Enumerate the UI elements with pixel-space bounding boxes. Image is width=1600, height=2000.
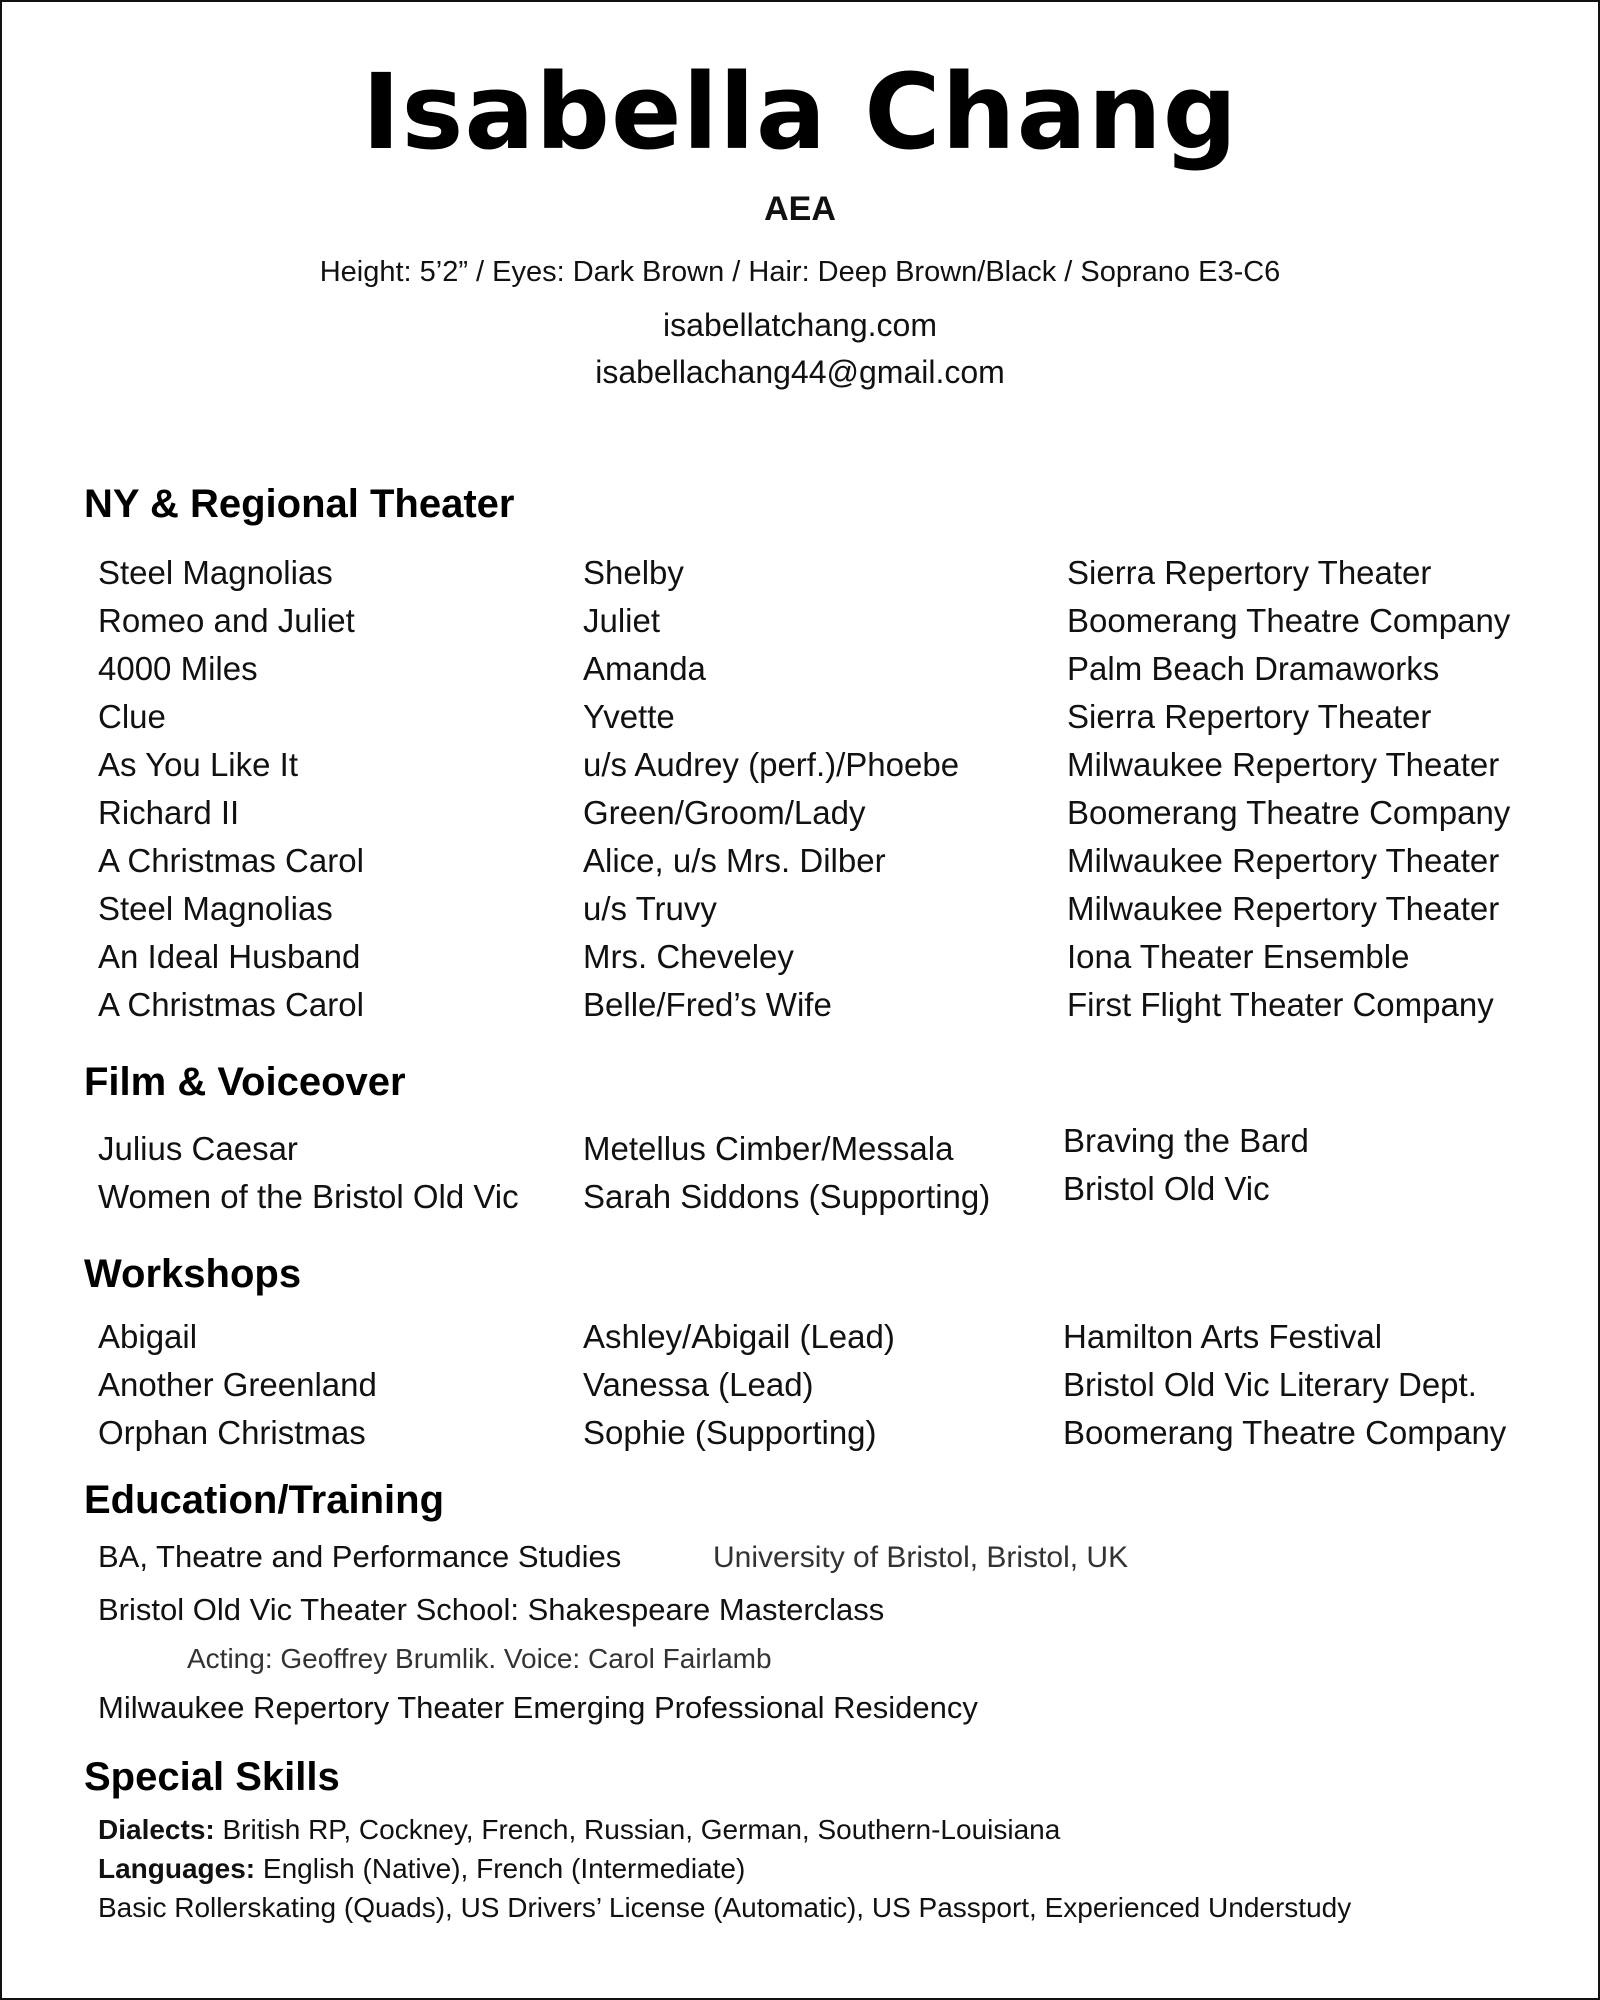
credit-role: Ashley/Abigail (Lead) bbox=[583, 1318, 895, 1355]
credit-company: Boomerang Theatre Company bbox=[1067, 794, 1511, 831]
credit-role: Shelby bbox=[583, 554, 684, 591]
credit-show: A Christmas Carol bbox=[98, 986, 364, 1023]
credit-role: u/s Audrey (perf.)/Phoebe bbox=[583, 746, 960, 783]
credit-show: Orphan Christmas bbox=[98, 1414, 366, 1451]
credit-company: Hamilton Arts Festival bbox=[1063, 1318, 1383, 1355]
credit-show: Steel Magnolias bbox=[98, 890, 333, 927]
union-affiliation: AEA bbox=[764, 190, 836, 228]
credit-show: Women of the Bristol Old Vic bbox=[98, 1178, 519, 1215]
credit-role: Green/Groom/Lady bbox=[583, 794, 866, 831]
credit-role: Alice, u/s Mrs. Dilber bbox=[583, 842, 886, 879]
credit-show: Richard II bbox=[98, 794, 240, 831]
credit-show: An Ideal Husband bbox=[98, 938, 361, 975]
skills-dialects bbox=[98, 1813, 1060, 1847]
credit-show: Abigail bbox=[98, 1318, 198, 1355]
table-row bbox=[2, 549, 1598, 597]
section-title-workshops: Workshops bbox=[84, 1252, 302, 1296]
credit-company: Sierra Repertory Theater bbox=[1067, 698, 1432, 735]
credit-company: Milwaukee Repertory Theater bbox=[1067, 890, 1500, 927]
credit-role: Amanda bbox=[583, 650, 706, 687]
table-row bbox=[2, 837, 1598, 885]
credit-role: Mrs. Cheveley bbox=[583, 938, 794, 975]
education-masterclass: Bristol Old Vic Theater School: Shakespeare Masterclass bbox=[98, 1592, 885, 1627]
section-title-theater: NY & Regional Theater bbox=[84, 482, 515, 526]
credit-company: Palm Beach Dramaworks bbox=[1067, 650, 1440, 687]
table-row bbox=[2, 1361, 1598, 1409]
table-row bbox=[2, 1313, 1598, 1361]
skills-other: Basic Rollerskating (Quads), US Drivers’ License (Automatic), US Passport, Experienced Understudy bbox=[98, 1892, 1352, 1923]
actor-name: Isabella Chang bbox=[361, 51, 1239, 173]
table-row bbox=[2, 1170, 1598, 1221]
credit-company: Boomerang Theatre Company bbox=[1067, 602, 1511, 639]
section-title-education: Education/Training bbox=[84, 1478, 445, 1522]
languages-label: Languages: bbox=[98, 1853, 256, 1884]
credit-role: Sophie (Supporting) bbox=[583, 1414, 877, 1451]
credit-role: Juliet bbox=[583, 602, 661, 639]
education-residency: Milwaukee Repertory Theater Emerging Professional Residency bbox=[98, 1690, 978, 1725]
table-row bbox=[2, 933, 1598, 981]
credit-role: u/s Truvy bbox=[583, 890, 717, 927]
credit-role: Yvette bbox=[583, 698, 675, 735]
credit-company: Bristol Old Vic bbox=[1063, 1170, 1270, 1207]
section-title-film: Film & Voiceover bbox=[84, 1060, 406, 1104]
website-link[interactable]: isabellatchang.com bbox=[663, 307, 937, 343]
credit-show: Another Greenland bbox=[98, 1366, 377, 1403]
credit-show: Julius Caesar bbox=[98, 1130, 298, 1167]
credit-show: As You Like It bbox=[98, 746, 298, 783]
credit-show: Steel Magnolias bbox=[98, 554, 333, 591]
credit-company: Braving the Bard bbox=[1063, 1122, 1309, 1159]
credit-show: Clue bbox=[98, 698, 166, 735]
credit-role: Vanessa (Lead) bbox=[583, 1366, 814, 1403]
email-link[interactable]: isabellachang44@gmail.com bbox=[595, 354, 1005, 390]
table-row bbox=[2, 645, 1598, 693]
table-row bbox=[2, 597, 1598, 645]
skills-languages bbox=[98, 1852, 745, 1886]
languages-value: English (Native), French (Intermediate) bbox=[262, 1853, 746, 1884]
table-row bbox=[2, 789, 1598, 837]
table-row bbox=[2, 1122, 1598, 1173]
physical-stats: Height: 5’2” / Eyes: Dark Brown / Hair: Deep Brown/Black / Soprano E3-C6 bbox=[319, 256, 1281, 288]
credit-company: Milwaukee Repertory Theater bbox=[1067, 842, 1500, 879]
table-row bbox=[2, 693, 1598, 741]
dialects-value: British RP, Cockney, French, Russian, German, Southern-Louisiana bbox=[222, 1814, 1061, 1845]
credit-role: Belle/Fred’s Wife bbox=[583, 986, 832, 1023]
credit-show: 4000 Miles bbox=[98, 650, 258, 687]
credit-company: First Flight Theater Company bbox=[1067, 986, 1494, 1023]
credit-company: Milwaukee Repertory Theater bbox=[1067, 746, 1500, 783]
education-teachers: Acting: Geoffrey Brumlik. Voice: Carol Fairlamb bbox=[187, 1643, 772, 1674]
table-row bbox=[2, 1409, 1598, 1457]
credit-company: Iona Theater Ensemble bbox=[1067, 938, 1410, 975]
credit-role: Metellus Cimber/Messala bbox=[583, 1130, 954, 1167]
credit-company: Sierra Repertory Theater bbox=[1067, 554, 1432, 591]
education-school: University of Bristol, Bristol, UK bbox=[713, 1541, 1129, 1574]
table-row bbox=[2, 741, 1598, 789]
credit-show: Romeo and Juliet bbox=[98, 602, 355, 639]
section-title-skills: Special Skills bbox=[84, 1755, 340, 1799]
credit-role: Sarah Siddons (Supporting) bbox=[583, 1178, 991, 1215]
credit-company: Boomerang Theatre Company bbox=[1063, 1414, 1507, 1451]
table-row bbox=[2, 981, 1598, 1029]
credit-show: A Christmas Carol bbox=[98, 842, 364, 879]
credit-company: Bristol Old Vic Literary Dept. bbox=[1063, 1366, 1477, 1403]
dialects-label: Dialects: bbox=[98, 1814, 215, 1845]
education-degree: BA, Theatre and Performance Studies bbox=[98, 1539, 622, 1574]
table-row bbox=[2, 885, 1598, 933]
